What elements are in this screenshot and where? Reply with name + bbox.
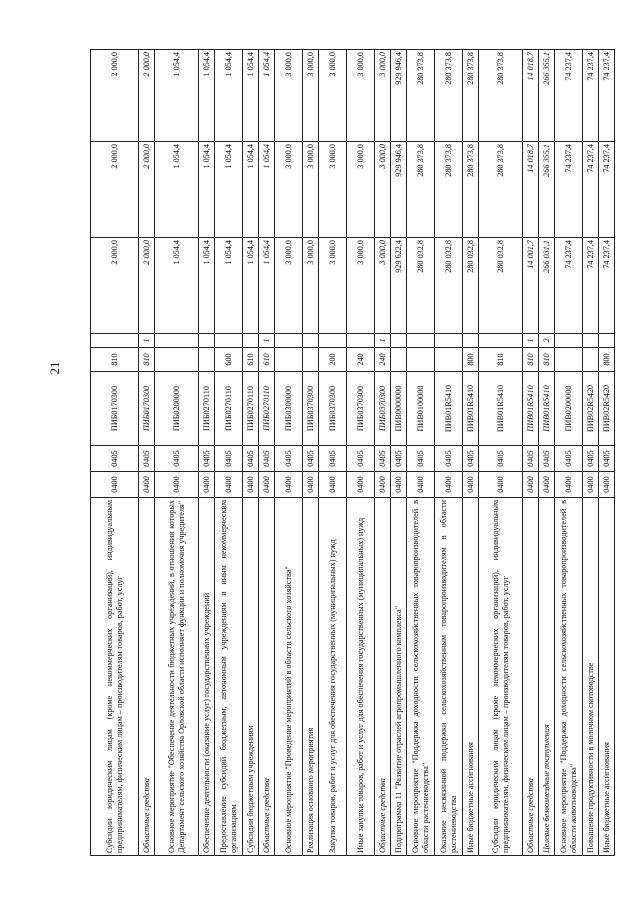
rz-cell: 0405 [347, 446, 375, 472]
vr-cell: 800 [463, 348, 479, 372]
year2-amount-cell: 1 054,4 [199, 142, 215, 238]
kosgu-cell [599, 334, 615, 348]
year1-amount-cell: 280 032,8 [463, 238, 479, 334]
vr-cell [407, 348, 435, 372]
rz-cell: 0405 [243, 446, 259, 472]
year1-amount-cell: 3 000,0 [375, 238, 391, 334]
gr-cell: 0400 [259, 472, 275, 498]
table-row [435, 50, 463, 856]
table-row [599, 50, 615, 856]
rz-cell: 0405 [155, 446, 199, 472]
cs-cell: ПИБ0270110 [215, 372, 243, 446]
kosgu-cell [155, 334, 199, 348]
rz-cell: 0405 [91, 446, 139, 472]
cs-cell: ПИВ01R5410 [539, 372, 555, 446]
cs-cell: ПИВ01R5410 [479, 372, 523, 446]
year1-amount-cell: 280 032,8 [435, 238, 463, 334]
kosgu-cell [319, 334, 347, 348]
vr-cell: 610 [259, 348, 275, 372]
year1-amount-cell: 74 237,4 [599, 238, 615, 334]
row-name-cell: Основное мероприятие "Поддержка доходности сельскохозяйственных товаропроизводителей в области животноводства" [555, 498, 583, 856]
year2-amount-cell: 1 054,4 [243, 142, 259, 238]
year2-amount-cell: 3 000,0 [375, 142, 391, 238]
cs-cell: ПИБ0270110 [259, 372, 275, 446]
cs-cell: ПИВ02R5420 [583, 372, 599, 446]
gr-cell: 0400 [375, 472, 391, 498]
year3-amount-cell: 14 018,7 [523, 50, 539, 142]
row-name-cell: Иные закупки товаров, работ и услуг для обеспечения государственных (муниципальных) нужд [347, 498, 375, 856]
vr-cell: 240 [347, 348, 375, 372]
year2-amount-cell: 2 000,0 [139, 142, 155, 238]
cs-cell: ПИБ0170300 [91, 372, 139, 446]
rz-cell: 0405 [259, 446, 275, 472]
kosgu-cell: 1 [523, 334, 539, 348]
gr-cell: 0400 [347, 472, 375, 498]
gr-cell: 0400 [479, 472, 523, 498]
table-row [243, 50, 259, 856]
vr-cell: 200 [319, 348, 347, 372]
row-name-cell: Основное мероприятие "Поддержка доходности сельскохозяйственных товаропроизводителей в области растениеводства" [407, 498, 435, 856]
year3-amount-cell: 2 000,0 [91, 50, 139, 142]
vr-cell: 600 [215, 348, 243, 372]
kosgu-cell [275, 334, 303, 348]
year1-amount-cell: 3 000,0 [347, 238, 375, 334]
rz-cell: 0405 [539, 446, 555, 472]
table-row [523, 50, 539, 856]
rz-cell: 0405 [139, 446, 155, 472]
year1-amount-cell: 3 000,0 [275, 238, 303, 334]
row-name-cell: Целевые безвозмездные поступления [539, 498, 555, 856]
year2-amount-cell: 3 000,0 [303, 142, 319, 238]
year2-amount-cell: 3 000,0 [319, 142, 347, 238]
row-name-cell: Субсидии юридическим лицам (кроме некоммерческих организаций), индивидуальным предпринимателям, физическим лицам – производителям товаров, работ, услуг [91, 498, 139, 856]
kosgu-cell [391, 334, 407, 348]
vr-cell [275, 348, 303, 372]
row-name-cell: Предоставление субсидий бюджетным, автономным учреждениям и иным некоммерческим организациям [215, 498, 243, 856]
kosgu-cell: 1 [375, 334, 391, 348]
year2-amount-cell: 3 000,0 [347, 142, 375, 238]
rz-cell: 0405 [275, 446, 303, 472]
gr-cell: 0400 [599, 472, 615, 498]
year3-amount-cell: 74 237,4 [555, 50, 583, 142]
table-row [139, 50, 155, 856]
vr-cell: 610 [243, 348, 259, 372]
year3-amount-cell: 280 373,8 [407, 50, 435, 142]
vr-cell [391, 348, 407, 372]
gr-cell: 0400 [583, 472, 599, 498]
gr-cell: 0400 [139, 472, 155, 498]
gr-cell: 0400 [91, 472, 139, 498]
table-row [463, 50, 479, 856]
year3-amount-cell: 3 000,0 [347, 50, 375, 142]
year3-amount-cell: 266 355,1 [539, 50, 555, 142]
cs-cell: ПИБ0370300 [319, 372, 347, 446]
gr-cell: 0400 [523, 472, 539, 498]
year3-amount-cell: 1 054,4 [215, 50, 243, 142]
year3-amount-cell: 74 237,4 [599, 50, 615, 142]
kosgu-cell [347, 334, 375, 348]
row-name-cell: Оказание несвязанной поддержки сельскохозяйственным товаропроизводителям в области растениеводства [435, 498, 463, 856]
budget-table-container [90, 50, 611, 856]
table-row [319, 50, 347, 856]
vr-cell: 240 [375, 348, 391, 372]
year3-amount-cell: 1 054,4 [199, 50, 215, 142]
year1-amount-cell: 280 032,8 [479, 238, 523, 334]
year3-amount-cell: 1 054,4 [259, 50, 275, 142]
year2-amount-cell: 74 237,4 [555, 142, 583, 238]
year3-amount-cell: 1 054,4 [155, 50, 199, 142]
rz-cell: 0405 [583, 446, 599, 472]
vr-cell: 810 [479, 348, 523, 372]
gr-cell: 0400 [391, 472, 407, 498]
year1-amount-cell: 1 054,4 [199, 238, 215, 334]
row-name-cell: Областные средства [139, 498, 155, 856]
vr-cell [435, 348, 463, 372]
year2-amount-cell: 1 054,4 [259, 142, 275, 238]
row-name-cell: Основное мероприятие "Проведение мероприятий в области сельского хозяйства" [275, 498, 303, 856]
rz-cell: 0405 [375, 446, 391, 472]
year1-amount-cell: 280 032,8 [407, 238, 435, 334]
table-row [391, 50, 407, 856]
year2-amount-cell: 74 237,4 [583, 142, 599, 238]
year1-amount-cell: 929 622,4 [391, 238, 407, 334]
rz-cell: 0405 [523, 446, 539, 472]
rz-cell: 0405 [215, 446, 243, 472]
table-row [155, 50, 199, 856]
kosgu-cell [215, 334, 243, 348]
year1-amount-cell: 1 054,4 [259, 238, 275, 334]
vr-cell: 810 [139, 348, 155, 372]
year3-amount-cell: 280 373,8 [463, 50, 479, 142]
year1-amount-cell: 3 000,0 [319, 238, 347, 334]
year2-amount-cell: 14 018,7 [523, 142, 539, 238]
cs-cell: ПИБ0270110 [199, 372, 215, 446]
kosgu-cell [463, 334, 479, 348]
year1-amount-cell: 2 000,0 [91, 238, 139, 334]
cs-cell: ПИБ0270110 [243, 372, 259, 446]
year3-amount-cell: 3 000,0 [319, 50, 347, 142]
year3-amount-cell: 280 373,8 [479, 50, 523, 142]
rz-cell: 0405 [303, 446, 319, 472]
gr-cell: 0400 [407, 472, 435, 498]
rz-cell: 0405 [391, 446, 407, 472]
year3-amount-cell: 3 000,0 [275, 50, 303, 142]
gr-cell: 0400 [155, 472, 199, 498]
cs-cell: ПИВ01R5410 [523, 372, 539, 446]
kosgu-cell [583, 334, 599, 348]
cs-cell: ПИВ0200000 [555, 372, 583, 446]
table-row [259, 50, 275, 856]
year3-amount-cell: 280 373,8 [435, 50, 463, 142]
kosgu-cell [303, 334, 319, 348]
rz-cell: 0405 [599, 446, 615, 472]
year1-amount-cell: 1 054,4 [215, 238, 243, 334]
cs-cell: ПИВ01R5410 [463, 372, 479, 446]
table-row [375, 50, 391, 856]
table-row [347, 50, 375, 856]
gr-cell: 0400 [303, 472, 319, 498]
row-name-cell: Областные средства [523, 498, 539, 856]
gr-cell: 0400 [243, 472, 259, 498]
gr-cell: 0400 [555, 472, 583, 498]
rz-cell: 0405 [463, 446, 479, 472]
table-row [91, 50, 139, 856]
year3-amount-cell: 3 000,0 [375, 50, 391, 142]
cs-cell: ПИВ01R5410 [435, 372, 463, 446]
row-name-cell: Подпрограмма 11 "Развитие отраслей агропромышленного комплекса" [391, 498, 407, 856]
row-name-cell: Обеспечение деятельности (оказание услуг) государственных учреждений [199, 498, 215, 856]
vr-cell [583, 348, 599, 372]
kosgu-cell [243, 334, 259, 348]
rz-cell: 0405 [407, 446, 435, 472]
cs-cell: ПИБ0200000 [155, 372, 199, 446]
year2-amount-cell: 1 054,4 [215, 142, 243, 238]
table-row [275, 50, 303, 856]
year2-amount-cell: 929 946,4 [391, 142, 407, 238]
kosgu-cell [555, 334, 583, 348]
cs-cell: ПИБ0170300 [139, 372, 155, 446]
row-name-cell: Основное мероприятие "Обеспечение деятельности бюджетных учреждений, в отношении которых Департамент сельского хозяйства Орловской области исполняет функции и полномочия учредителя" [155, 498, 199, 856]
rotated-page-area [90, 50, 611, 856]
kosgu-cell [435, 334, 463, 348]
cs-cell: ПИБ0370300 [303, 372, 319, 446]
row-name-cell: Иные бюджетные ассигнования [463, 498, 479, 856]
vr-cell [155, 348, 199, 372]
year1-amount-cell: 1 054,4 [243, 238, 259, 334]
gr-cell: 0400 [319, 472, 347, 498]
cs-cell: ПИВ02R5420 [599, 372, 615, 446]
row-name-cell: Повышение продуктивности в молочном скотоводстве [583, 498, 599, 856]
rz-cell: 0405 [199, 446, 215, 472]
year3-amount-cell: 74 237,4 [583, 50, 599, 142]
year3-amount-cell: 2 000,0 [139, 50, 155, 142]
year3-amount-cell: 1 054,4 [243, 50, 259, 142]
table-row [407, 50, 435, 856]
cs-cell: ПИВ0100000 [407, 372, 435, 446]
year2-amount-cell: 280 373,8 [407, 142, 435, 238]
vr-cell [199, 348, 215, 372]
year1-amount-cell: 74 237,4 [555, 238, 583, 334]
row-name-cell: Реализация основного мероприятия [303, 498, 319, 856]
vr-cell: 800 [599, 348, 615, 372]
year1-amount-cell: 3 000,0 [303, 238, 319, 334]
kosgu-cell: 2 [539, 334, 555, 348]
row-name-cell: Субсидии бюджетным учреждениям [243, 498, 259, 856]
vr-cell: 810 [539, 348, 555, 372]
rz-cell: 0405 [319, 446, 347, 472]
row-name-cell: Субсидии юридическим лицам (кроме некоммерческих организаций), индивидуальным предпринимателям, физическим лицам – производителям товаров, работ, услуг [479, 498, 523, 856]
year1-amount-cell: 1 054,4 [155, 238, 199, 334]
kosgu-cell [407, 334, 435, 348]
year1-amount-cell: 14 001,7 [523, 238, 539, 334]
table-row [303, 50, 319, 856]
year2-amount-cell: 280 373,8 [479, 142, 523, 238]
table-row [555, 50, 583, 856]
year2-amount-cell: 74 237,4 [599, 142, 615, 238]
year2-amount-cell: 266 355,1 [539, 142, 555, 238]
year3-amount-cell: 929 946,4 [391, 50, 407, 142]
table-row [583, 50, 599, 856]
cs-cell: ПИБ0300000 [275, 372, 303, 446]
row-name-cell: Областные средства [259, 498, 275, 856]
rz-cell: 0405 [479, 446, 523, 472]
year2-amount-cell: 2 000,0 [91, 142, 139, 238]
vr-cell [555, 348, 583, 372]
row-name-cell: Областные средства [375, 498, 391, 856]
kosgu-cell: 1 [259, 334, 275, 348]
kosgu-cell [199, 334, 215, 348]
kosgu-cell [91, 334, 139, 348]
year1-amount-cell: 266 031,1 [539, 238, 555, 334]
year2-amount-cell: 280 373,8 [463, 142, 479, 238]
year3-amount-cell: 3 000,0 [303, 50, 319, 142]
row-name-cell: Закупка товаров, работ и услуг для обеспечения государственных (муниципальных) нужд [319, 498, 347, 856]
year2-amount-cell: 1 054,4 [155, 142, 199, 238]
vr-cell [303, 348, 319, 372]
rz-cell: 0405 [555, 446, 583, 472]
gr-cell: 0400 [539, 472, 555, 498]
gr-cell: 0400 [275, 472, 303, 498]
year1-amount-cell: 74 237,4 [583, 238, 599, 334]
table-row [215, 50, 243, 856]
vr-cell: 810 [91, 348, 139, 372]
page-number: 21 [47, 361, 62, 375]
year2-amount-cell: 280 373,8 [435, 142, 463, 238]
year2-amount-cell: 3 000,0 [275, 142, 303, 238]
year1-amount-cell: 2 000,0 [139, 238, 155, 334]
kosgu-cell: 1 [139, 334, 155, 348]
gr-cell: 0400 [215, 472, 243, 498]
cs-cell: ПИВ0000000 [391, 372, 407, 446]
rz-cell: 0405 [435, 446, 463, 472]
gr-cell: 0400 [199, 472, 215, 498]
table-row [479, 50, 523, 856]
gr-cell: 0400 [463, 472, 479, 498]
kosgu-cell [479, 334, 523, 348]
gr-cell: 0400 [435, 472, 463, 498]
budget-table [90, 49, 615, 856]
table-row [199, 50, 215, 856]
table-row [539, 50, 555, 856]
cs-cell: ПИБ0370300 [347, 372, 375, 446]
cs-cell: ПИБ0370300 [375, 372, 391, 446]
vr-cell: 810 [523, 348, 539, 372]
row-name-cell: Иные бюджетные ассигнования [599, 498, 615, 856]
